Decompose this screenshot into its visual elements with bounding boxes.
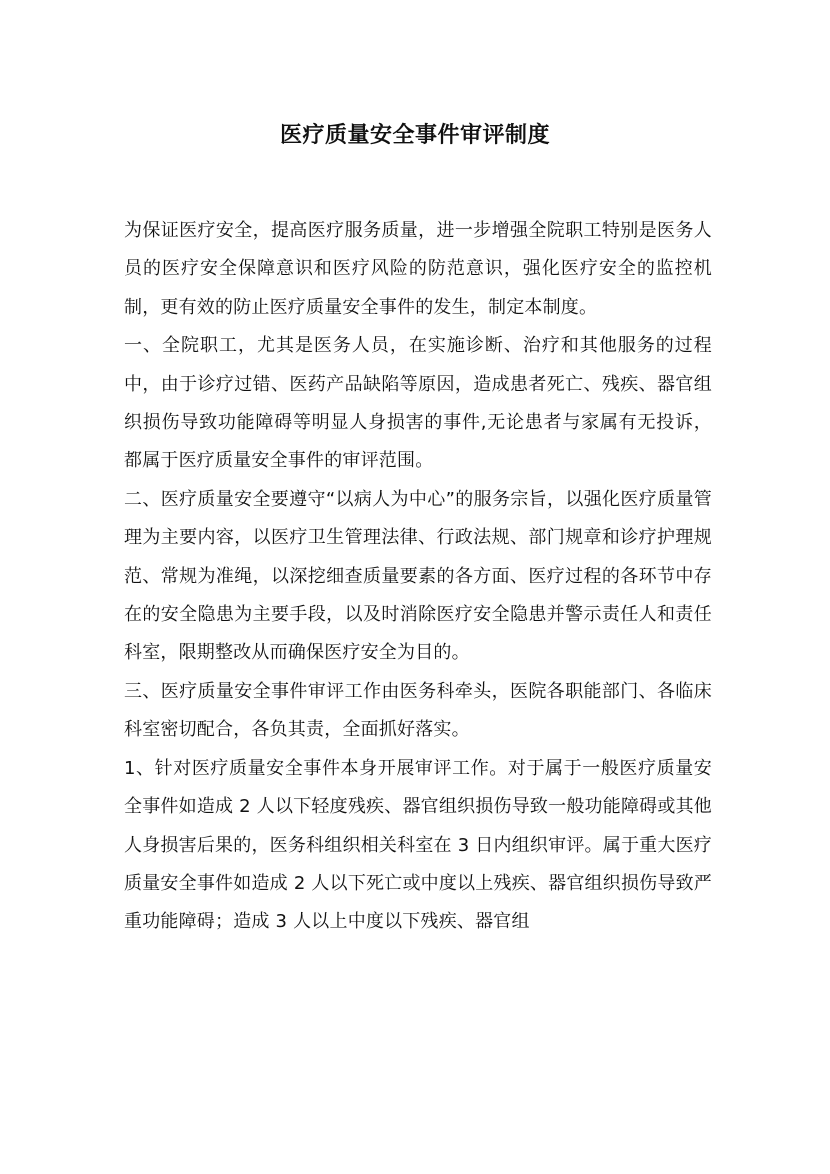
paragraph-item-1: 1、针对医疗质量安全事件本身开展审评工作。对于属于一般医疗质量安全事件如造成 2 人以下轻度残疾、器官组织损伤导致一般功能障碍或其他人身损害后果的，医务科组织相关科室在 3 日内组织审评。属于重大医疗质量安全事件如造成 2 人以下死亡或中度以上残疾、器官组织损伤导致严重功能障碍；造成 3 人以上中度以下残疾、器官组	[124, 757, 712, 933]
document-title: 医疗质量安全事件审评制度	[279, 123, 550, 148]
paragraph-section-1: 一、全院职工，尤其是医务人员，在实施诊断、治疗和其他服务的过程中，由于诊疗过错、医药产品缺陷等原因，造成患者死亡、残疾、器官组织损伤导致功能障碍等明显人身损害的事件,无论患者与家属有无投诉，都属于医疗质量安全事件的审评范围。	[124, 335, 712, 472]
paragraph-section-3: 三、医疗质量安全事件审评工作由医务科牵头，医院各职能部门、各临床科室密切配合，各负其责，全面抓好落实。	[124, 680, 712, 741]
document-body	[124, 212, 712, 942]
paragraph-section-2: 二、医疗质量安全要遵守“以病人为中心”的服务宗旨，以强化医疗质量管理为主要内容，以医疗卫生管理法律、行政法规、部门规章和诊疗护理规范、常规为准绳，以深挖细查质量要素的各方面、医疗过程的各环节中存在的安全隐患为主要手段，以及时消除医疗安全隐患并警示责任人和责任科室，限期整改从而确保医疗安全为目的。	[124, 488, 712, 664]
paragraph-intro: 为保证医疗安全，提高医疗服务质量，进一步增强全院职工特别是医务人员的医疗安全保障意识和医疗风险的防范意识，强化医疗安全的监控机制，更有效的防止医疗质量安全事件的发生，制定本制度。	[124, 220, 712, 318]
